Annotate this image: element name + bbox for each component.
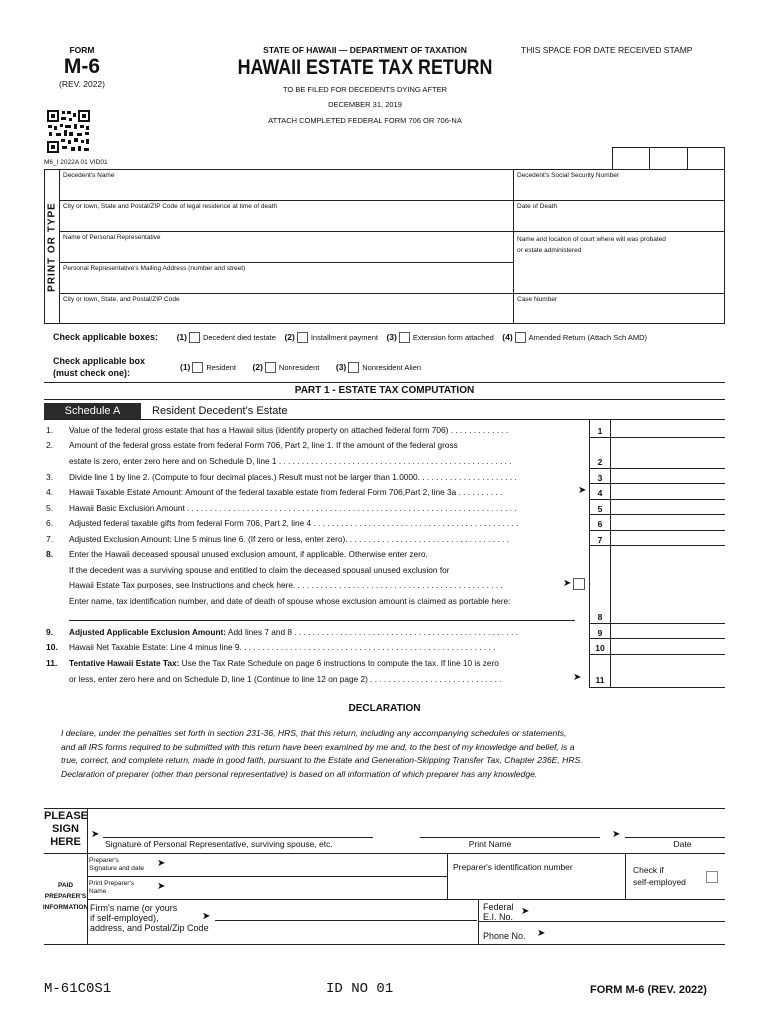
filing-note-2: DECEMBER 31, 2019: [328, 100, 402, 109]
court-field[interactable]: Name and location of court where will was probated or estate administered: [517, 236, 666, 254]
check-applicable-boxes-row: Check applicable boxes: (1) Decedent died testate (2) Installment payment (3) Extension form attached (4) Amended Return (Attach Sch AMD): [53, 332, 648, 342]
line-5-amount[interactable]: [611, 500, 724, 513]
arrow-icon: ➤: [157, 858, 166, 869]
arrow-icon: ➤: [521, 906, 530, 917]
line-6-amount[interactable]: [611, 515, 724, 529]
ssn-boxes: [612, 147, 725, 170]
line-5-text: Hawaii Basic Exclusion Amount . . . . . . . . . . . . . . . . . . . . . . . . . . . . . . . . . . . . . . . . . . . . . . . . . . . . . . . . . . . . . . . . . . . . . . . .: [69, 503, 517, 513]
line-4-amount[interactable]: [611, 484, 724, 498]
attach-note: ATTACH COMPLETED FEDERAL FORM 706 OR 706-NA: [268, 116, 462, 125]
testate-checkbox[interactable]: [189, 332, 200, 343]
testate-label: Decedent died testate: [202, 333, 276, 342]
print-name-label: Print Name: [468, 839, 512, 849]
line-3-amount[interactable]: [611, 469, 724, 482]
preparer-id-field[interactable]: [450, 875, 622, 897]
dsue-checkbox[interactable]: [573, 578, 585, 590]
arrow-icon: ➤: [91, 829, 100, 840]
line-2-amount[interactable]: [611, 438, 724, 467]
line-8-amount[interactable]: [611, 546, 724, 622]
arrow-icon: ➤: [578, 485, 587, 496]
residence-city-field[interactable]: City or town, State and Postal/ZIP Code of legal residence at time of death: [63, 203, 278, 210]
nonresident-alien-label: Nonresident Alien: [362, 363, 422, 372]
self-employed-label: Check if self-employed: [633, 865, 686, 887]
footer-form-name: FORM M-6 (REV. 2022): [590, 984, 707, 996]
extension-checkbox[interactable]: [399, 332, 410, 343]
line-6-text: Adjusted federal taxable gifts from federal Form 706, Part 2, line 4 . . . . . . . . . . . . . . . . . . . . . . . . . . . . . . . . . . . . . . . . . . . . .: [69, 518, 519, 528]
date-of-death-field[interactable]: Date of Death: [517, 203, 558, 210]
federal-ein-field[interactable]: [535, 901, 723, 920]
arrow-icon: ➤: [573, 672, 582, 683]
preparer-signature-field[interactable]: [170, 855, 444, 875]
date-stamp-area: THIS SPACE FOR DATE RECEIVED STAMP: [521, 45, 693, 55]
footer-id: ID NO 01: [326, 981, 394, 997]
amended-label: Amended Return (Attach Sch AMD): [528, 333, 648, 342]
filing-note-1: TO BE FILED FOR DECEDENTS DYING AFTER: [282, 85, 448, 94]
declaration-text: I declare, under the penalties set forth in section 231-36, HRS, that this return, including any accompanying schedules or statements, and all IRS forms required to be submitted with this return have been examined by me and, to the best of my knowledge and belief, is a true, correct, and complete return, made in good faith, pursuant to the Estate and Generation-Skipping Transfer Tax, Chapter 236E, HRS. Declaration of preparer (other than personal representative) is based on all information of which preparer has any knowledge.: [61, 728, 583, 779]
arrow-icon: ➤: [537, 928, 546, 939]
preparer-name-label: Print Preparer's Name: [89, 880, 134, 895]
nonresident-label: Nonresident: [278, 363, 320, 372]
line-10-amount[interactable]: [611, 639, 724, 653]
phone-label: Phone No.: [483, 931, 526, 941]
footer-code: M-61C0S1: [44, 981, 112, 997]
self-employed-checkbox[interactable]: [706, 871, 718, 883]
schedule-a-tab: Schedule A: [44, 403, 141, 419]
signature-label: Signature of Personal Representative, surviving spouse, etc.: [105, 839, 333, 849]
line-1-amount[interactable]: [611, 420, 724, 436]
schedule-a-title: Resident Decedent’s Estate: [152, 405, 288, 417]
line-2-text: Amount of the federal gross estate from federal Form 706, Part 2, line 1. If the amount of the federal gross: [69, 440, 458, 450]
arrow-icon: ➤: [563, 578, 572, 589]
line-9-text: Adjusted Applicable Exclusion Amount: Add lines 7 and 8 . . . . . . . . . . . . . . . . . . . . . . . . . . . . . . . . . . . . . . . . . . . . . . . . .: [69, 627, 518, 637]
firm-label: Firm's name (or yours if self-employed), address, and Postal/Zip Code: [90, 903, 209, 933]
line-7-text: Adjusted Exclusion Amount: Line 5 minus line 6. (If zero or less, enter zero). . . . . . . . . . . . . . . . . . . . . . . . . . . . . . . . . . . .: [69, 534, 509, 544]
line-11-text: Tentative Hawaii Estate Tax: Use the Tax Rate Schedule on page 6 instructions to compute the tax. If line 10 is zero: [69, 658, 499, 668]
date-field[interactable]: [625, 816, 725, 837]
form-revision: (REV. 2022): [59, 79, 105, 89]
firm-field[interactable]: [215, 901, 477, 920]
ssn-field[interactable]: Decedent's Social Security Number: [517, 172, 620, 179]
representative-address-field[interactable]: Personal Representative's Mailing Address (number and street): [63, 265, 246, 272]
preparer-name-field[interactable]: [170, 878, 444, 898]
installment-label: Installment payment: [310, 333, 378, 342]
line-1-text: Value of the federal gross estate that has a Hawaii situs (identify property on attached federal form 706) . . . . . . . . . . . . .: [69, 425, 509, 435]
document-id: M6_I 2022A 01 VID01: [44, 159, 108, 166]
arrow-icon: ➤: [157, 881, 166, 892]
arrow-icon: ➤: [612, 829, 621, 840]
federal-ein-label: Federal E.I. No.: [483, 902, 514, 922]
preparer-id-label: Preparer's identification number: [453, 862, 573, 872]
line-3-text: Divide line 1 by line 2. (Compute to four decimal places.) Result must not be larger than 1.0000. . . . . . . . . . . . . . . . . . . . . .: [69, 472, 517, 482]
arrow-icon: ➤: [202, 911, 211, 922]
representative-city-field[interactable]: City or town, State, and Postal/ZIP Code: [63, 296, 180, 303]
declaration-title: DECLARATION: [348, 703, 421, 714]
decedent-name-field[interactable]: Decedent's Name: [63, 172, 115, 179]
form-label: FORM: [69, 45, 95, 55]
print-name-field[interactable]: [420, 816, 600, 837]
print-or-type-label: PRINT OR TYPE: [46, 201, 57, 292]
amended-checkbox[interactable]: [515, 332, 526, 343]
representative-name-field[interactable]: Name of Personal Representative: [63, 234, 161, 241]
resident-checkbox[interactable]: [192, 362, 203, 373]
line-4-text: Hawaii Taxable Estate Amount: Amount of the federal taxable estate from federal Form 706,Part 2, line 3a . . . . . . . . . .: [69, 487, 503, 497]
preparer-signature-label: Preparer's Signature and date: [89, 857, 144, 872]
part1-title: PART 1 - ESTATE TAX COMPUTATION: [294, 385, 475, 396]
paid-preparer-label: PAID PREPARER'S INFORMATION: [42, 882, 89, 911]
phone-field[interactable]: [550, 923, 723, 943]
nonresident-checkbox[interactable]: [265, 362, 276, 373]
qr-code-icon: [46, 109, 91, 154]
please-sign-here: PLEASE SIGN HERE: [44, 810, 89, 848]
case-number-field[interactable]: Case Number: [517, 296, 558, 303]
signature-field[interactable]: [103, 816, 373, 837]
form-code: M-6: [63, 55, 101, 78]
form-title: HAWAII ESTATE TAX RETURN: [237, 56, 493, 79]
spouse-info-input[interactable]: [69, 608, 575, 620]
residency-row: (1) Resident (2) Nonresident (3) Nonresident Alien: [180, 362, 422, 372]
line-10-text: Hawaii Net Taxable Estate: Line 4 minus line 9. . . . . . . . . . . . . . . . . . . . . . . . . . . . . . . . . . . . . . . . . . . . . . . . . . . . . . . .: [69, 642, 496, 652]
extension-label: Extension form attached: [412, 333, 494, 342]
agency-name: STATE OF HAWAII — DEPARTMENT OF TAXATION: [263, 45, 467, 55]
line-7-amount[interactable]: [611, 531, 724, 544]
line-11-amount[interactable]: [611, 655, 724, 686]
residency-label: Check applicable box (must check one):: [53, 356, 146, 378]
installment-checkbox[interactable]: [297, 332, 308, 343]
line-8-text: Enter the Hawaii deceased spousal unused exclusion amount, if applicable. Otherwise enter zero.: [69, 549, 428, 559]
nonresident-alien-checkbox[interactable]: [348, 362, 359, 373]
date-label: Date: [673, 839, 692, 849]
line-9-amount[interactable]: [611, 624, 724, 637]
resident-label: Resident: [206, 363, 236, 372]
check-boxes-label: Check applicable boxes:: [53, 332, 159, 342]
